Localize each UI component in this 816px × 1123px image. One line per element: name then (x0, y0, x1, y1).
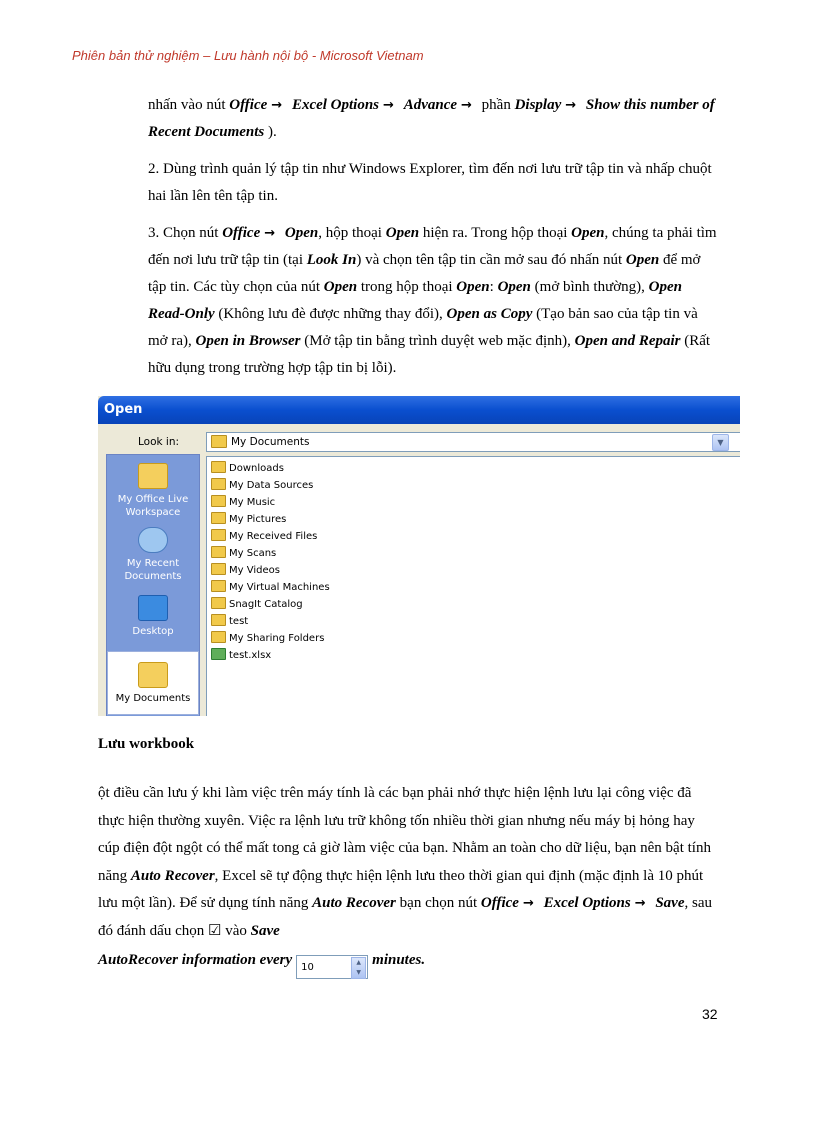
list-item[interactable]: My Music (211, 495, 275, 510)
folder-icon (211, 580, 226, 592)
arrow-icon: → (522, 896, 534, 911)
folder-icon (211, 631, 226, 643)
place-recent-documents[interactable]: My Recent Documents (107, 527, 199, 583)
minutes-spinner[interactable]: 10 ▲ ▼ (296, 955, 368, 979)
paragraph-explorer: 2. Dùng trình quản lý tập tin như Windows Explorer, tìm đến nơi lưu trữ tập tin và nhấp chuột hai lần lên tên tập tin. (148, 161, 712, 204)
advance-term: Advance (403, 97, 458, 113)
section-heading: Lưu workbook (98, 736, 195, 752)
folder-icon (211, 478, 226, 490)
folder-icon (211, 529, 226, 541)
list-item[interactable]: My Videos (211, 563, 280, 578)
display-term: Display (514, 97, 562, 113)
office-term: Office (229, 97, 268, 113)
places-bar (106, 454, 200, 716)
excel-file-icon (211, 648, 226, 660)
list-item[interactable]: My Received Files (211, 529, 317, 544)
folder-icon (138, 662, 168, 688)
desktop-icon (138, 595, 168, 621)
arrow-icon: → (634, 896, 646, 911)
arrow-icon: → (461, 98, 472, 113)
list-item[interactable]: Downloads (211, 461, 284, 476)
list-item[interactable]: My Pictures (211, 512, 286, 527)
folder-icon (211, 597, 226, 609)
spinner-arrows-icon[interactable]: ▲ ▼ (351, 957, 366, 979)
folder-icon (211, 614, 226, 626)
arrow-icon: → (383, 98, 394, 113)
page-header: Phiên bản thử nghiệm – Lưu hành nội bộ - Microsoft Vietnam (72, 48, 424, 63)
look-in-label: Look in: (138, 436, 180, 448)
list-item[interactable]: test (211, 614, 248, 629)
folder-icon (211, 461, 226, 473)
arrow-icon: → (264, 226, 276, 241)
place-my-documents[interactable]: My Documents (107, 651, 199, 715)
folder-icon (211, 495, 226, 507)
paragraph-open-dialog: 3. Chọn nút Office → Open, hộp thoại Open hiện ra. Trong hộp thoại Open, chúng ta phải tìm đến nơi lưu trữ tập tin (tại Look In) và chọn tên tập tin cần mở sau đó nhấn nút Open để mở tập tin. Các tùy chọn của nút Open trong hộp thoại Open: Open (mở bình thường), Open Read-Only (Không lưu đè được những thay đổi), Open as Copy (Tạo bản sao của tập tin và mở ra), Open in Browser (Mở tập tin bằng trình duyệt web mặc định), Open and Repair (Rất hữu dụng trong trường hợp tập tin bị lỗi). (148, 225, 717, 376)
folder-icon (211, 563, 226, 575)
folder-icon (138, 463, 168, 489)
checkbox-icon: ☑ (207, 922, 222, 939)
dialog-title: Open (98, 396, 740, 424)
look-in-combo[interactable]: My Documents ▼ (206, 432, 740, 452)
show-recent-term: Show this number of Recent Documents (148, 97, 715, 140)
place-office-live[interactable]: My Office Live Workspace (107, 463, 199, 519)
folder-icon (211, 512, 226, 524)
arrow-icon: → (565, 98, 577, 113)
page-number: 32 (702, 1006, 718, 1022)
open-dialog-screenshot (98, 396, 740, 716)
file-list (206, 456, 740, 716)
list-item[interactable]: My Virtual Machines (211, 580, 330, 595)
list-item[interactable]: My Data Sources (211, 478, 313, 493)
folder-icon (211, 546, 226, 558)
autorecover-line: AutoRecover information every 10 ▲ ▼ minutes. (98, 952, 425, 979)
list-item[interactable]: My Scans (211, 546, 276, 561)
paragraph-save-workbook: ột điều cần lưu ý khi làm việc trên máy tính là các bạn phải nhớ thực hiện lệnh lưu lại công việc đã thực hiện thường xuyên. Việc ra lệnh lưu trữ không tốn nhiều thời gian nhưng nếu máy bị hỏng hay cúp điện đột ngột có thể mất tong cả giờ làm việc của bạn. Nhằm an toàn cho dữ liệu, bạn nên bật tính năng Auto Recover, Excel sẽ tự động thực hiện lệnh lưu theo thời gian qui định (mặc định là 10 phút lưu một lần). Để sử dụng tính năng Auto Recover bạn chọn nút Office → Excel Options → Save, sau đó đánh dấu chọn ☑ vào Save (98, 785, 713, 939)
list-item[interactable]: SnagIt Catalog (211, 597, 303, 612)
list-item[interactable]: test.xlsx (211, 648, 271, 663)
folder-icon (211, 435, 227, 448)
arrow-icon: → (271, 98, 283, 113)
chevron-down-icon[interactable]: ▼ (712, 434, 729, 451)
excel-options-term: Excel Options (291, 97, 380, 113)
place-desktop[interactable]: Desktop (107, 595, 199, 638)
clock-icon (138, 527, 168, 553)
list-item[interactable]: My Sharing Folders (211, 631, 324, 646)
paragraph-recent-docs: nhấn vào nút Office → Excel Options → Advance → phần Display → Show this number of Recent Documents ). (148, 97, 715, 140)
